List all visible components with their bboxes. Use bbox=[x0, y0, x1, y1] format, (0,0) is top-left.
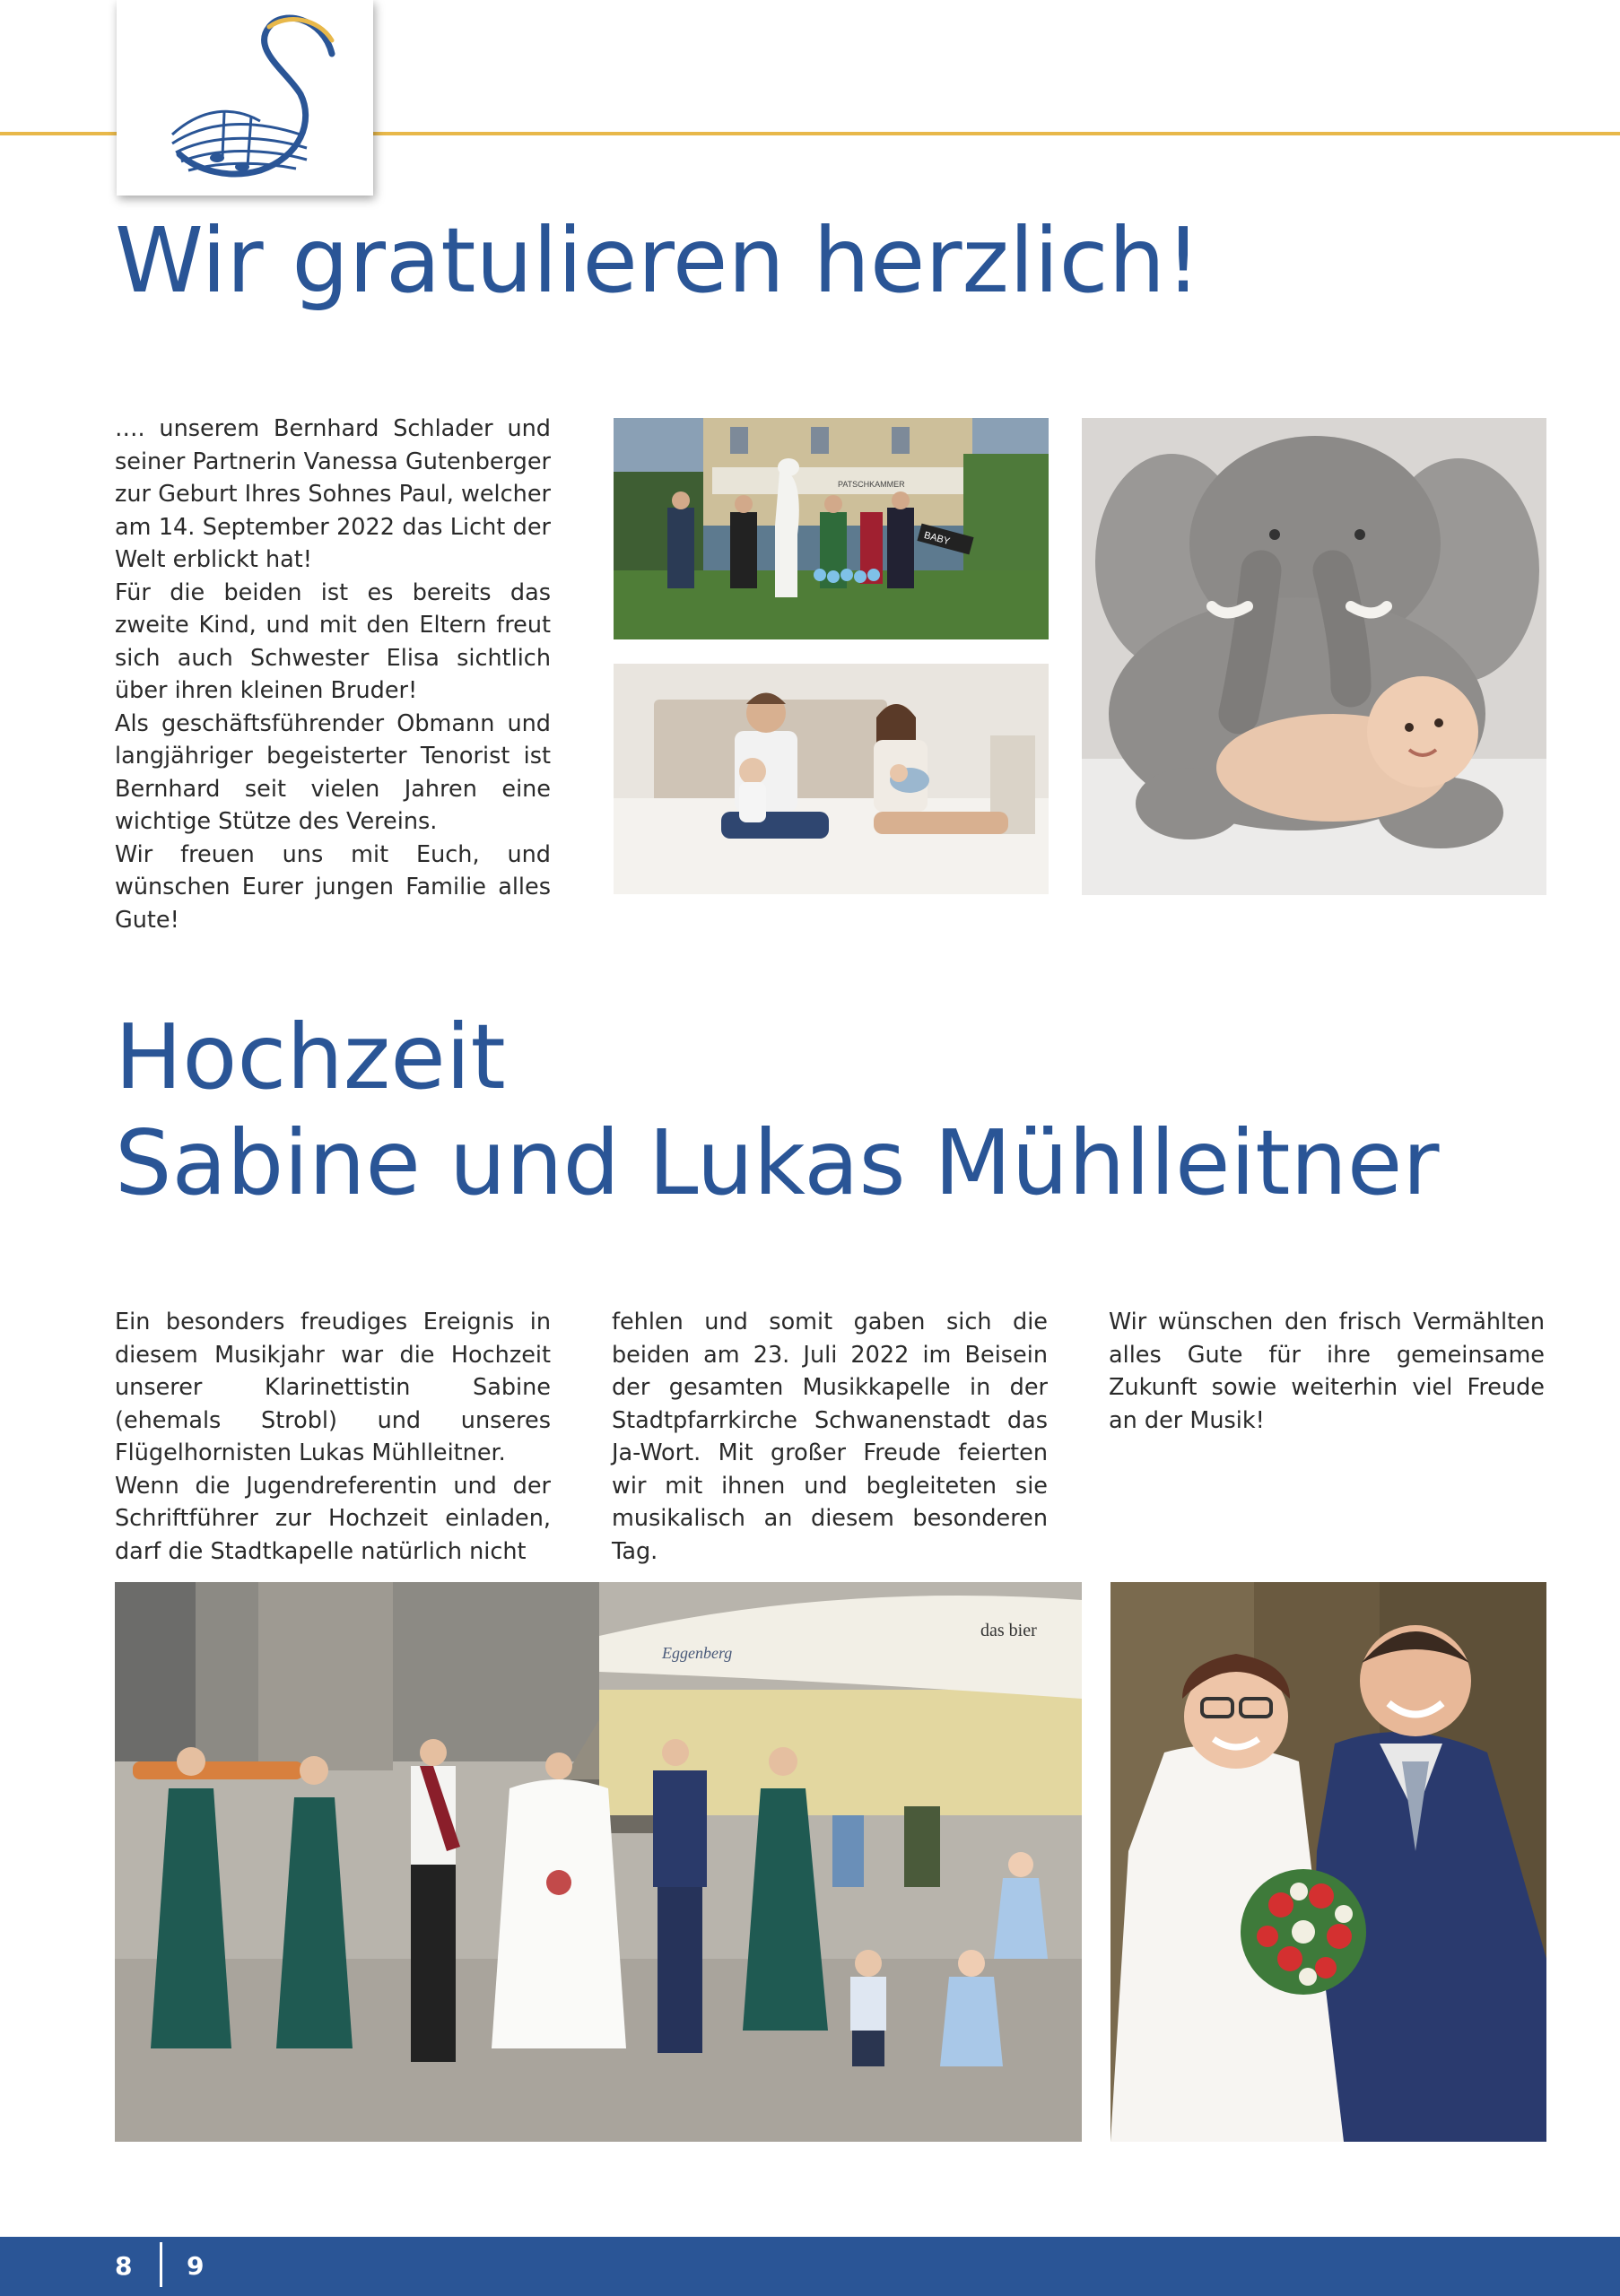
wedding-column-2 bbox=[612, 1306, 1048, 1568]
wedding-title-line2: Sabine und Lukas Mühlleitner bbox=[115, 1110, 1440, 1215]
photo-stork-sign-group bbox=[614, 418, 1049, 639]
article-paragraph: Als geschäftsführender Obmann und langjähriger begeisterter Tenorist ist Bernhard seit vielen Jahren eine wichtige Stütze des Vereins. bbox=[115, 709, 551, 835]
page-number-right: 9 bbox=[187, 2251, 205, 2281]
wedding-paragraph: Wir wünschen den frisch Vermählten alles Gute für ihre gemeinsame Zukunft sowie weiterhin viel Freude an der Musik! bbox=[1109, 1309, 1545, 1434]
shop-sign-text: PATSCHKAMMER bbox=[838, 480, 905, 489]
wedding-paragraph: fehlen und somit gaben sich die beiden am 23. Juli 2022 im Beisein der gesamten Musikkapelle in der Stadtpfarrkirche Schwanenstadt das Ja-Wort. Mit großer Freude feierten wir mit ihnen und begleiteten sie musikalisch an diesem besonderen Tag. bbox=[612, 1309, 1048, 1565]
photo-couple-portrait bbox=[1110, 1582, 1546, 2142]
wedding-paragraph: Ein besonders freudiges Ereignis in diesem Musikjahr war die Hochzeit unserer Klarinettistin Sabine (ehemals Strobl) und unseres Flügelhornisten Lukas Mühlleitner. bbox=[115, 1309, 551, 1466]
umbrella-slogan-text: das bier bbox=[980, 1621, 1037, 1640]
photo-wedding-group bbox=[115, 1582, 1082, 2142]
article-paragraph: …. unserem Bernhard Schlader und seiner Partnerin Vanessa Gutenberger zur Geburt Ihres Sohnes Paul, welcher am 14. September 2022 das Licht der Welt erblickt hat! bbox=[115, 415, 551, 573]
wedding-column-1 bbox=[115, 1306, 551, 1568]
baby-sign-text: BABY bbox=[922, 529, 952, 548]
umbrella-brand-text: Eggenberg bbox=[662, 1644, 733, 1662]
swan-music-logo-icon bbox=[117, 0, 373, 196]
logo bbox=[117, 0, 373, 196]
wedding-column-3 bbox=[1109, 1306, 1545, 1437]
photo-family-on-bed bbox=[614, 664, 1049, 894]
page-number-left: 8 bbox=[115, 2251, 133, 2281]
page-title: Wir gratulieren herzlich! bbox=[115, 208, 1202, 313]
page-number-separator bbox=[160, 2242, 162, 2287]
photo-baby-with-elephant bbox=[1082, 418, 1546, 895]
wedding-title bbox=[115, 1004, 1440, 1216]
birth-article bbox=[115, 413, 551, 936]
wedding-paragraph: Wenn die Jugendreferentin und der Schriftführer zur Hochzeit einladen, darf die Stadtkapelle natürlich nicht bbox=[115, 1472, 551, 1565]
article-paragraph: Wir freuen uns mit Euch, und wünschen Eurer jungen Familie alles Gute! bbox=[115, 840, 551, 934]
footer-bar bbox=[0, 2237, 1620, 2296]
wedding-title-line1: Hochzeit bbox=[115, 1004, 506, 1109]
article-paragraph: Für die beiden ist es bereits das zweite Kind, und mit den Eltern freut sich auch Schwester Elisa sichtlich über ihren kleinen Bruder! bbox=[115, 578, 551, 704]
